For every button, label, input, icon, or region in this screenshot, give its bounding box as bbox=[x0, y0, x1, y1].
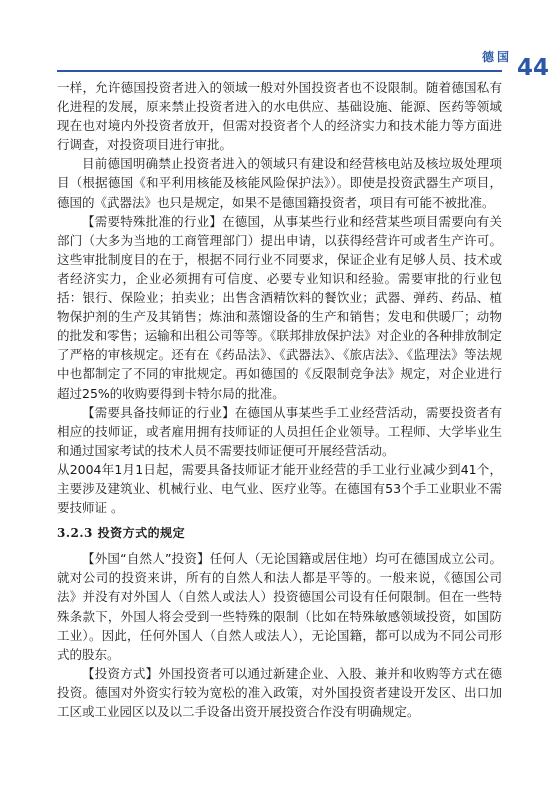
body-paragraph: 从2004年1月1日起，需要具备技师证才能开业经营的手工业行业减少到41个，主要涉及建筑业、机械行业、电气业、医疗业等。在德国有53个手工业职业不需要技师证 。 bbox=[57, 461, 502, 516]
body-paragraph: 【投资方式】外国投资者可以通过新建企业、入股、兼并和收购等方式在德投资。德国对外资实行较为宽松的准入政策，对外国投资者建设开发区、出口加工区或工业园区以及以二手设备出资开展投资合作没有明确规定。 bbox=[57, 665, 502, 719]
body-paragraph: 【需要具备技师证的行业】在德国从事某些手工业经营活动，需要投资者有相应的技师证，或者雇用拥有技师证的人员担任企业领导。工程师、大学毕业生和通过国家考试的技术人员不需要技师证便可开展经营活动。 bbox=[57, 404, 502, 458]
body-paragraph: 【需要特殊批准的行业】在德国，从事某些行业和经营某些项目需要向有关部门（大多为当地的工商管理部门）提出申请，以获得经营许可或者生产许可。这些审批制度目的在于，根据不同行业不同要求，保证企业有足够人员、技术或者经济实力，企业必须拥有可信度、必要专业知识和经验。需要审批的行业包括：银行、保险业；拍卖业；出售含酒精饮料的餐饮业；武器、弹药、药品、植物保护剂的生产及其销售；炼油和蒸馏设备的生产和销售；发电和供暖厂；动物的批发和零售；运输和出租公司等等。《联邦排放保护法》对企业的各种排放制定了严格的审核规定。还有在《药品法》、《武器法》、《旅店法》、《监理法》等法规中也都制定了不同的审批规定。再如德国的《反限制竞争法》规定，对企业进行超过25%的收购要得到卡特尔局的批准。 bbox=[57, 213, 502, 401]
page-number: 44 bbox=[516, 55, 549, 81]
page-body bbox=[57, 78, 502, 721]
section-heading: 3.2.3 投资方式的规定 bbox=[57, 526, 186, 541]
body-paragraph: 目前德国明确禁止投资者进入的领域只有建设和经营核电站及核垃圾处理项目（根据德国《和平利用核能及核能风险保护法》）。即使是投资武器生产项目，德国的《武器法》也只是规定，如果不是德国籍投资者，项目有可能不被批准。 bbox=[57, 156, 502, 210]
body-paragraph: 【外国“自然人”投资】任何人（无论国籍或居住地）均可在德国成立公司。就对公司的投资来讲，所有的自然人和法人都是平等的。一般来说，《德国公司法》并没有对外国人（自然人或法人）投资德国公司设有任何限制。但在一些特殊条款下，外国人将会受到一些特殊的限制（比如在特殊敏感领域投资，如国防工业）。因此，任何外国人（自然人或法人），无论国籍，都可以成为不同公司形式的股东。 bbox=[57, 551, 502, 662]
body-paragraph: 一样，允许德国投资者进入的领域一般对外国投资者也不设限制。随着德国私有化进程的发展，原来禁止投资者进入的水电供应、基础设施、能源、医药等领域现在也对境内外投资者放开，但需对投资者个人的经济实力和技术能力等方面进行调查，对投资项目进行审批。 bbox=[57, 80, 502, 153]
header-rule bbox=[57, 70, 502, 72]
page-header bbox=[0, 0, 559, 81]
running-head-country: 德国 bbox=[481, 50, 512, 64]
